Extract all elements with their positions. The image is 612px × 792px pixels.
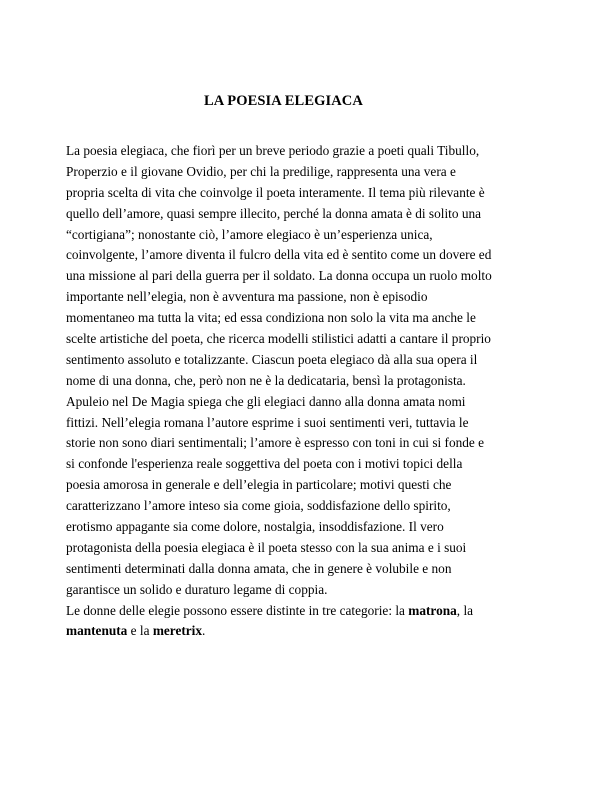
text-line: sentimento assoluto e totalizzante. Ciascun poeta elegiaco dà alla sua opera il bbox=[66, 351, 478, 367]
text-line: fittizi. Nell’elegia romana l’autore esprime i suoi sentimenti veri, tuttavia le bbox=[66, 414, 469, 430]
text-line: Properzio e il giovane Ovidio, per chi la predilige, rappresenta una vera e bbox=[66, 163, 456, 179]
text-line: propria scelta di vita che coinvolge il poeta interamente. Il tema più rilevante è bbox=[66, 184, 485, 200]
categories-line-2 bbox=[66, 621, 536, 642]
categories-intro: Le donne delle elegie possono essere distinte in tre categorie: la bbox=[66, 602, 409, 618]
text-line: “cortigiana”; nonostante ciò, l’amore elegiaco è un’esperienza unica, bbox=[66, 226, 433, 242]
text-line: momentaneo ma tutta la vita; ed essa condiziona non solo la vita ma anche le bbox=[66, 310, 476, 326]
separator: , la bbox=[456, 602, 474, 618]
separator: e la bbox=[127, 623, 153, 639]
text-line: storie non sono diari sentimentali; l’amore è espresso con toni in cui si fonde e bbox=[66, 435, 485, 451]
text-line: caratterizzano l’amore inteso sia come gioia, soddisfazione dello spirito, bbox=[66, 498, 451, 514]
text-line: poesia amorosa in generale e dell’elegia in particolare; motivi questi che bbox=[66, 477, 452, 493]
text-line: Apuleio nel De Magia spiega che gli elegiaci danno alla donna amata nomi bbox=[66, 393, 466, 409]
body-paragraph bbox=[66, 141, 536, 642]
text-line: nome di una donna, che, però non ne è la dedicataria, bensì la protagonista. bbox=[66, 372, 466, 388]
category-matrona: matrona bbox=[408, 602, 457, 618]
category-mantenuta: mantenuta bbox=[66, 623, 128, 639]
text-line: si confonde l'esperienza reale soggettiva del poeta con i motivi topici della bbox=[66, 456, 463, 472]
text-line: scelte artistiche del poeta, che ricerca modelli stilistici adatti a cantare il proprio bbox=[66, 331, 491, 347]
text-line: protagonista della poesia elegiaca è il poeta stesso con la sua anima e i suoi bbox=[66, 539, 467, 555]
text-line: coinvolgente, l’amore diventa il fulcro della vita ed è sentito come un dovere ed bbox=[66, 247, 492, 263]
end-period: . bbox=[202, 623, 206, 639]
text-line: una missione al pari della guerra per il soldato. La donna occupa un ruolo molto bbox=[66, 268, 492, 284]
text-line: sentimenti determinati dalla donna amata, che in genere è volubile e non bbox=[66, 560, 452, 576]
categories-line-1 bbox=[66, 601, 536, 622]
text-line: importante nell’elegia, non è avventura ma passione, non è episodio bbox=[66, 289, 428, 305]
text-line: La poesia elegiaca, che fiorì per un breve periodo grazie a poeti quali Tibullo, bbox=[66, 143, 480, 158]
text-line: quello dell’amore, quasi sempre illecito, perché la donna amata è di solito una bbox=[66, 205, 482, 221]
text-line: erotismo appagante sia come dolore, nostalgia, insoddisfazione. Il vero bbox=[66, 519, 444, 535]
page-title: LA POESIA ELEGIACA bbox=[204, 93, 363, 109]
text-line: garantisce un solido e duraturo legame di coppia. bbox=[66, 581, 328, 597]
category-meretrix: meretrix bbox=[152, 623, 203, 639]
